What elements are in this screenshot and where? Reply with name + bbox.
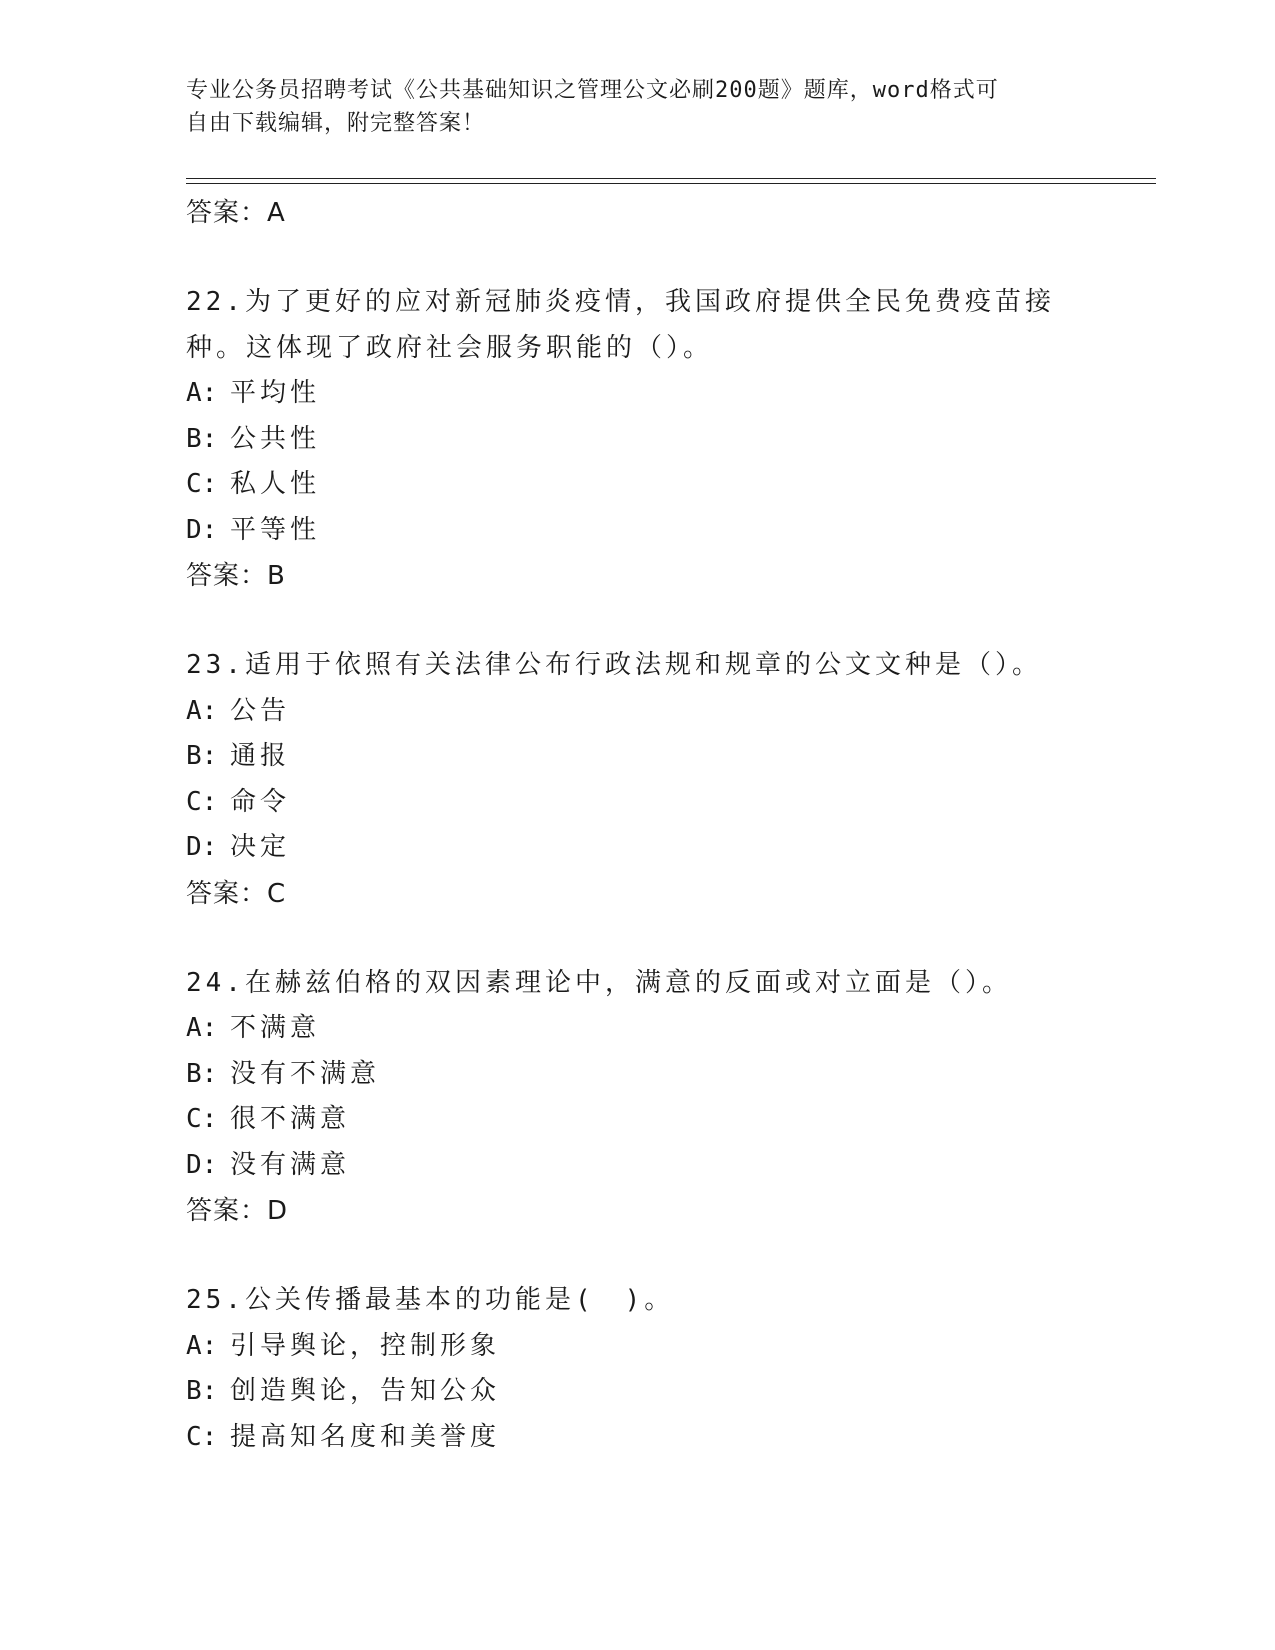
question-stem: 25.公关传播最基本的功能是( )。	[186, 1285, 675, 1315]
question-block-22	[186, 280, 1156, 599]
option-b	[186, 1369, 1156, 1415]
option-b	[186, 1052, 1156, 1098]
option-d	[186, 825, 1156, 871]
option-a	[186, 1006, 1156, 1052]
option-text: 私人性	[230, 469, 321, 499]
answer: 答案：B	[186, 561, 286, 591]
option-text: 引导舆论，控制形象	[230, 1330, 501, 1361]
question-block-24	[186, 961, 1156, 1235]
option-key: C:	[186, 1421, 218, 1452]
option-key: B:	[186, 1058, 218, 1089]
option-text: 命令	[230, 786, 291, 817]
option-key: A:	[186, 1330, 218, 1361]
option-key: D:	[186, 1149, 218, 1180]
header-line-2: 自由下载编辑，附完整答案！	[186, 111, 486, 136]
question-block-23	[186, 643, 1156, 917]
option-text: 公告	[230, 695, 291, 726]
option-key: D:	[186, 832, 218, 862]
option-d	[186, 1143, 1156, 1189]
header-divider-bottom	[186, 183, 1156, 184]
option-key: C:	[186, 469, 218, 499]
option-key: B:	[186, 423, 218, 454]
option-text: 很不满意	[230, 1104, 351, 1134]
option-c	[186, 1097, 1156, 1143]
option-b	[186, 417, 1156, 463]
option-key: C:	[186, 786, 218, 817]
question-block-25	[186, 1278, 1156, 1460]
option-key: D:	[186, 514, 218, 545]
option-b	[186, 734, 1156, 780]
option-text: 平均性	[230, 378, 321, 408]
answer-previous: 答案：A	[186, 198, 286, 228]
question-stem: 22.为了更好的应对新冠肺炎疫情，我国政府提供全民免费疫苗接种。这体现了政府社会服务职能的（）。	[186, 287, 1055, 363]
answer: 答案：D	[186, 1196, 289, 1226]
option-a	[186, 689, 1156, 735]
option-a	[186, 371, 1156, 417]
option-text: 创造舆论，告知公众	[230, 1376, 501, 1406]
option-key: B:	[186, 1376, 218, 1406]
document-content	[186, 190, 1156, 1460]
option-text: 没有不满意	[230, 1058, 381, 1089]
option-d	[186, 508, 1156, 554]
document-header	[186, 74, 1066, 140]
option-key: B:	[186, 741, 218, 771]
option-c	[186, 462, 1156, 508]
option-text: 通报	[230, 741, 291, 771]
question-stem: 23.适用于依照有关法律公布行政法规和规章的公文文种是（）。	[186, 650, 1042, 680]
option-key: A:	[186, 695, 218, 726]
option-c	[186, 1415, 1156, 1461]
option-text: 公共性	[230, 423, 321, 454]
option-key: A:	[186, 1013, 218, 1043]
answer: 答案：C	[186, 878, 287, 909]
option-c	[186, 780, 1156, 826]
option-text: 决定	[230, 832, 291, 862]
option-text: 平等性	[230, 514, 321, 545]
question-stem: 24.在赫兹伯格的双因素理论中，满意的反面或对立面是（）。	[186, 967, 1012, 998]
option-text: 提高知名度和美誉度	[230, 1421, 501, 1452]
option-key: A:	[186, 378, 218, 408]
header-line-1: 专业公务员招聘考试《公共基础知识之管理公文必刷200题》题库，word格式可	[186, 78, 999, 103]
document-page	[186, 0, 1156, 1650]
option-key: C:	[186, 1104, 218, 1134]
option-a	[186, 1324, 1156, 1370]
option-text: 不满意	[230, 1013, 321, 1043]
header-divider-top	[186, 178, 1156, 179]
option-text: 没有满意	[230, 1149, 351, 1180]
